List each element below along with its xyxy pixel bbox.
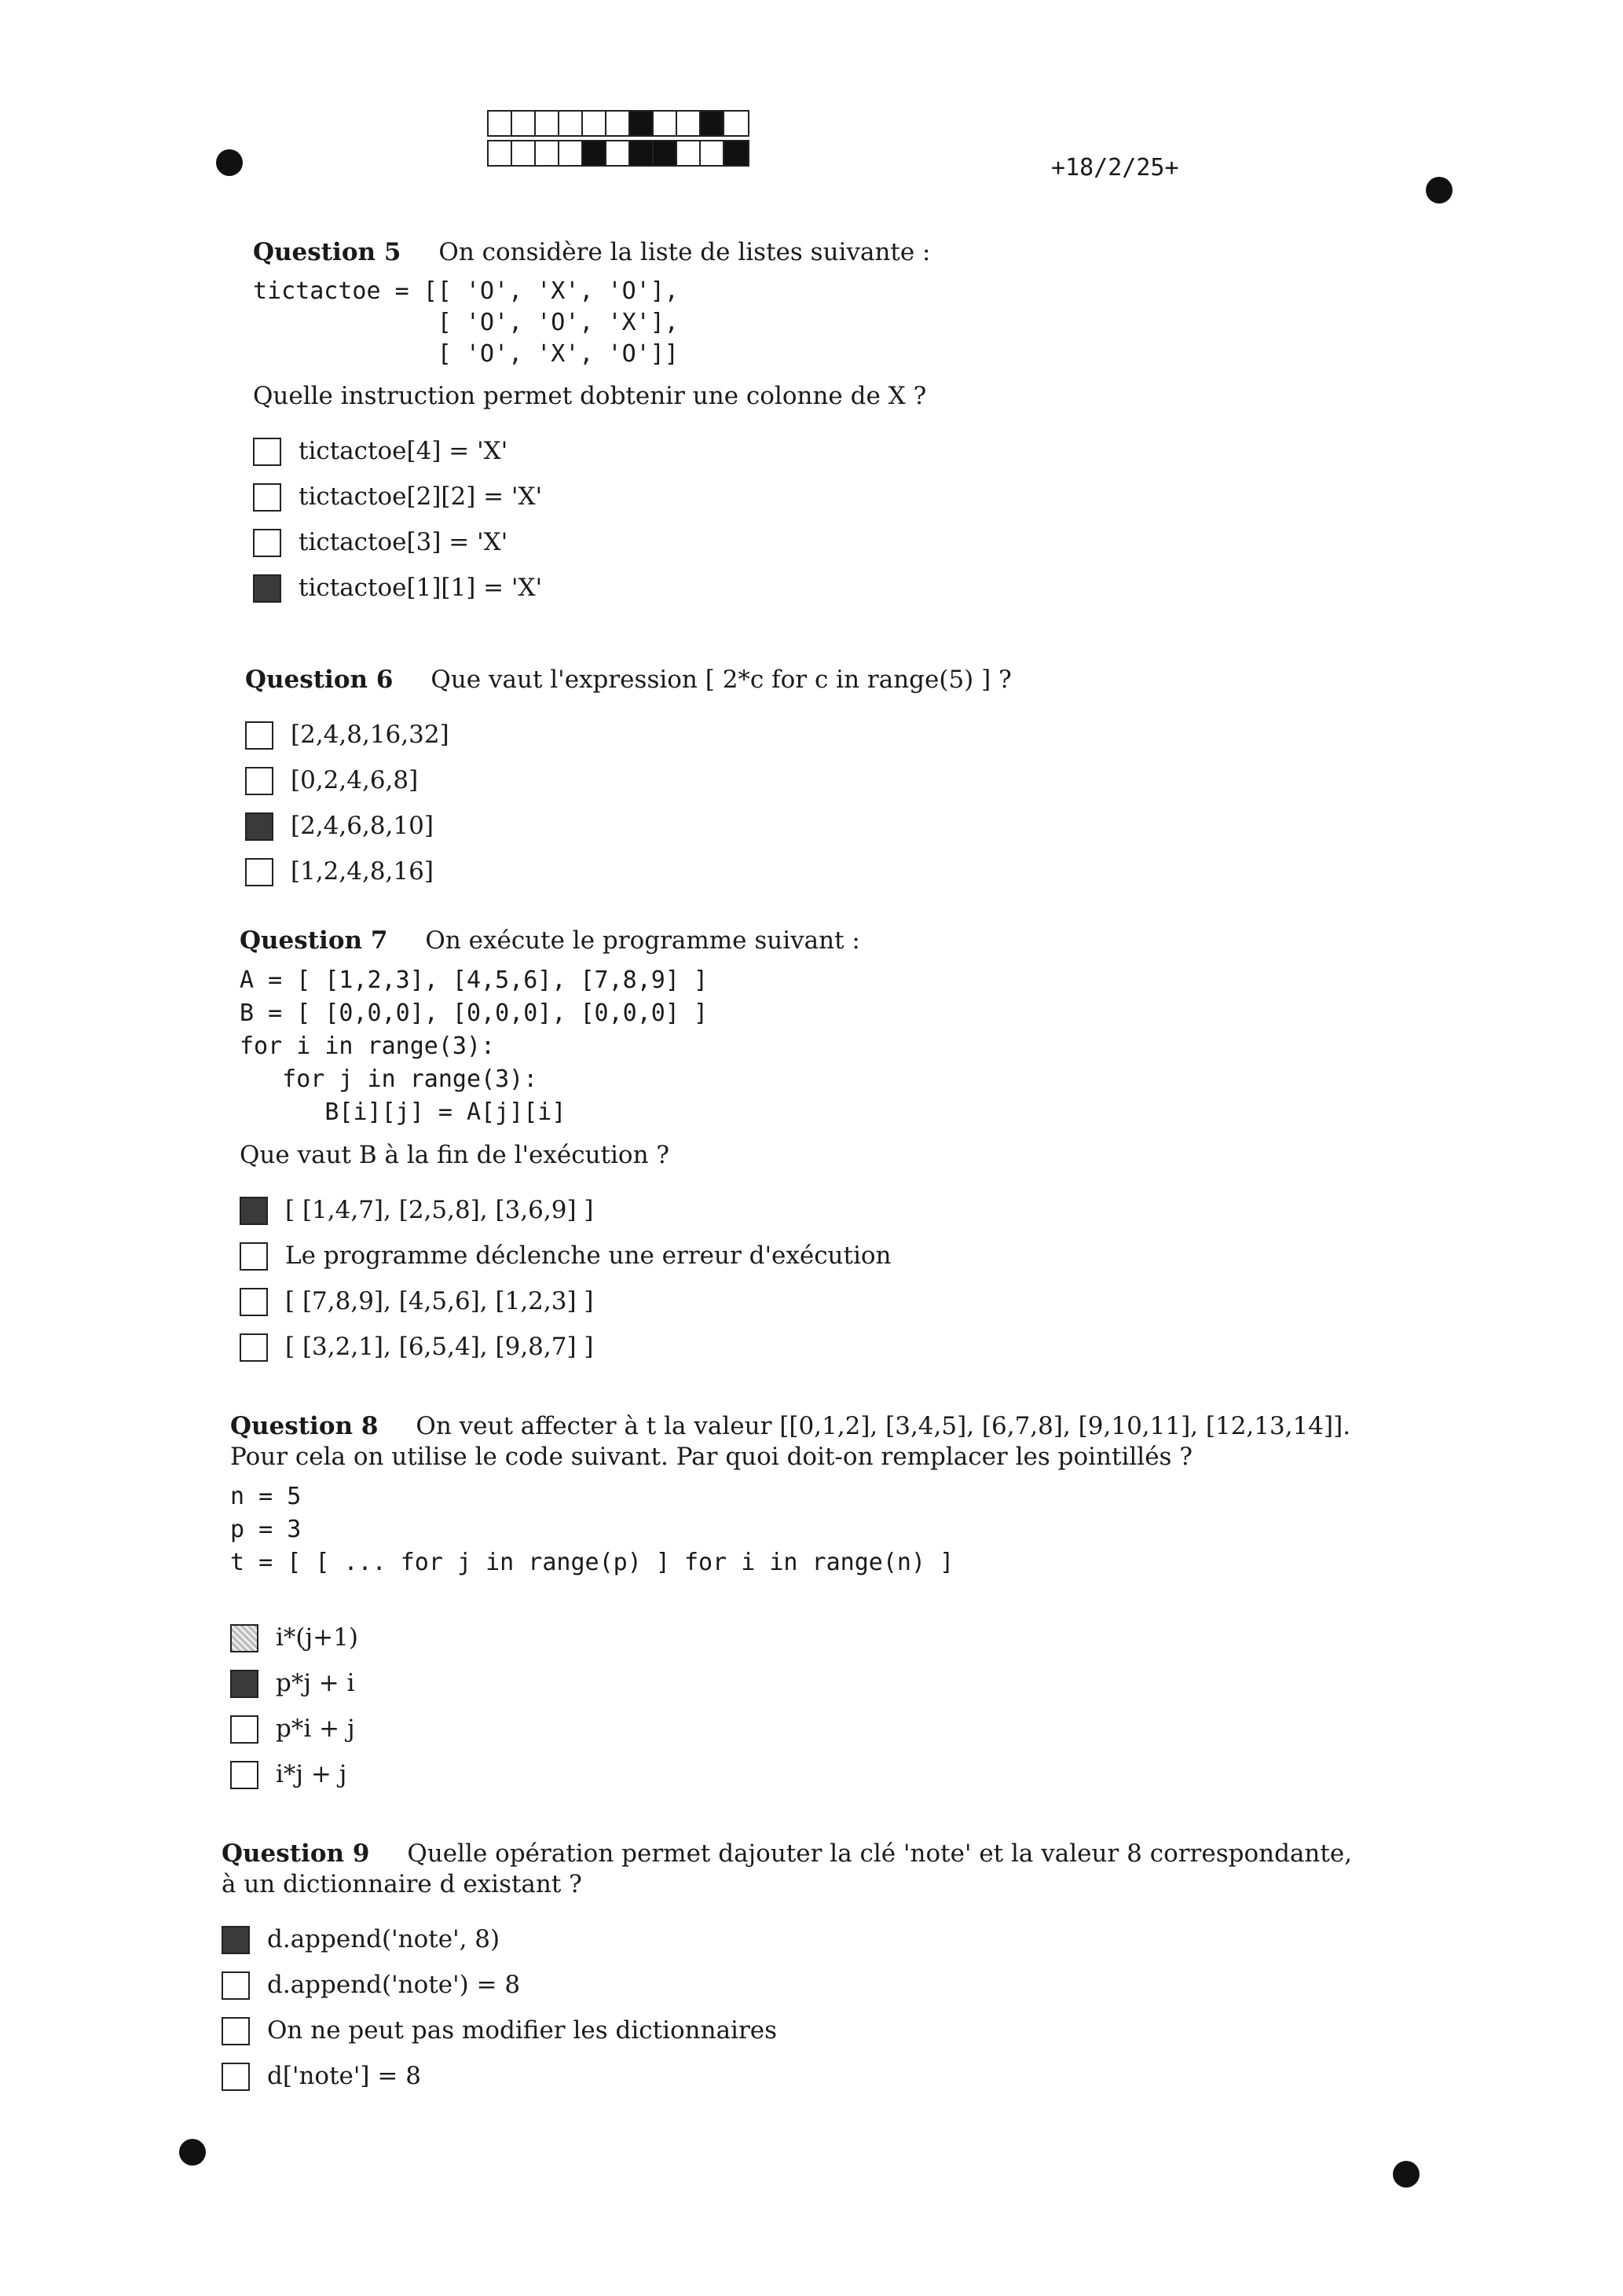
answer-option[interactable]	[222, 1917, 1368, 1963]
question-label: Question 7	[240, 926, 388, 955]
answer-text: [2,4,6,8,10]	[291, 812, 434, 841]
id-barcode-row-2	[487, 140, 749, 167]
answer-text: [1,2,4,8,16]	[291, 857, 434, 886]
barcode-cell	[559, 112, 583, 135]
answer-checkbox[interactable]	[222, 2017, 250, 2045]
answer-checkbox[interactable]	[230, 1670, 258, 1698]
answer-option[interactable]	[245, 804, 1392, 849]
answer-option[interactable]	[253, 429, 1400, 475]
registration-mark-bottom-left	[179, 2139, 206, 2166]
question-text: Quelle opération permet dajouter la clé 'note' et la valeur 8 correspondante, à un dictionnaire d existant ?	[222, 1839, 1353, 1898]
code-block: tictactoe = [[ 'O', 'X', 'O'], [ 'O', 'O', 'X'], [ 'O', 'X', 'O']]	[253, 277, 679, 368]
barcode-cell	[583, 141, 606, 165]
answer-text: p*j + i	[276, 1669, 355, 1698]
question-5	[253, 237, 1400, 611]
answer-text: [ [1,4,7], [2,5,8], [3,6,9] ]	[285, 1196, 594, 1225]
question-label: Question 5	[253, 238, 401, 266]
barcode-cell	[630, 141, 654, 165]
answer-list	[245, 713, 1392, 895]
answer-text: Le programme déclenche une erreur d'exécution	[285, 1242, 892, 1271]
registration-mark-bottom-right	[1393, 2161, 1420, 2188]
answer-checkbox[interactable]	[240, 1197, 268, 1225]
question-label: Question 8	[230, 1412, 379, 1440]
question-8	[230, 1411, 1377, 1798]
question-9	[222, 1839, 1368, 2100]
answer-option[interactable]	[222, 2008, 1368, 2054]
answer-checkbox[interactable]	[253, 483, 281, 512]
answer-option[interactable]	[230, 1707, 1377, 1752]
barcode-cell	[559, 141, 583, 165]
barcode-cell	[512, 112, 536, 135]
answer-text: d['note'] = 8	[267, 2062, 421, 2091]
answer-text: p*i + j	[276, 1715, 355, 1744]
answer-text: d.append('note') = 8	[267, 1971, 521, 2000]
question-prompt: Quelle instruction permet dobtenir une colonne de X ?	[253, 381, 927, 410]
barcode-cell	[677, 141, 701, 165]
answer-checkbox[interactable]	[222, 1971, 250, 2000]
answer-text: [2,4,8,16,32]	[291, 721, 449, 750]
answer-checkbox[interactable]	[230, 1761, 258, 1789]
answer-text: [ [3,2,1], [6,5,4], [9,8,7] ]	[285, 1333, 594, 1362]
answer-text: tictactoe[4] = 'X'	[299, 437, 508, 466]
answer-checkbox[interactable]	[230, 1715, 258, 1744]
answer-list	[240, 1188, 1387, 1370]
barcode-cell	[724, 112, 748, 135]
barcode-cell	[630, 112, 654, 135]
barcode-cell	[654, 112, 677, 135]
barcode-cell	[536, 141, 559, 165]
answer-text: tictactoe[3] = 'X'	[299, 528, 508, 557]
question-text: On veut affecter à t la valeur [[0,1,2], [3,4,5], [6,7,8], [9,10,11], [12,13,14]]. Pour cela on utilise le code suivant. Par quoi doit-on remplacer les pointillés ?	[230, 1412, 1351, 1471]
answer-option[interactable]	[240, 1234, 1387, 1279]
answer-text: tictactoe[1][1] = 'X'	[299, 574, 543, 603]
answer-checkbox[interactable]	[240, 1333, 268, 1362]
answer-option[interactable]	[222, 2054, 1368, 2100]
answer-text: [ [7,8,9], [4,5,6], [1,2,3] ]	[285, 1287, 594, 1316]
question-text: Que vaut l'expression [ 2*c for c in range(5) ] ?	[430, 666, 1012, 694]
id-barcode-row-1	[487, 110, 749, 137]
answer-option[interactable]	[240, 1279, 1387, 1325]
answer-text: [0,2,4,6,8]	[291, 766, 419, 795]
question-text: On exécute le programme suivant :	[425, 926, 860, 955]
registration-mark-top-left	[216, 149, 243, 176]
answer-checkbox[interactable]	[245, 721, 273, 750]
answer-checkbox[interactable]	[245, 767, 273, 795]
barcode-cell	[701, 141, 724, 165]
answer-text: tictactoe[2][2] = 'X'	[299, 482, 543, 512]
barcode-cell	[536, 112, 559, 135]
answer-checkbox[interactable]	[253, 574, 281, 603]
code-block: A = [ [1,2,3], [4,5,6], [7,8,9] ] B = [ [0,0,0], [0,0,0], [0,0,0] ] for i in range(3): for j in range(3): B[i][j] = A[j][i]	[240, 966, 709, 1126]
barcode-cell	[606, 112, 630, 135]
question-label: Question 6	[245, 666, 394, 694]
answer-checkbox[interactable]	[240, 1242, 268, 1271]
answer-option[interactable]	[230, 1616, 1377, 1661]
answer-option[interactable]	[230, 1752, 1377, 1798]
answer-list	[253, 429, 1400, 611]
question-7	[240, 926, 1387, 1370]
answer-text: On ne peut pas modifier les dictionnaires	[267, 2016, 778, 2045]
code-block: n = 5 p = 3 t = [ [ ... for j in range(p) ] for i in range(n) ]	[230, 1482, 954, 1576]
page-identifier: +18/2/25+	[1051, 154, 1179, 182]
answer-option[interactable]	[245, 758, 1392, 804]
barcode-cell	[583, 112, 606, 135]
answer-option[interactable]	[240, 1325, 1387, 1370]
barcode-cell	[701, 112, 724, 135]
answer-list	[222, 1917, 1368, 2100]
barcode-cell	[489, 112, 512, 135]
answer-checkbox[interactable]	[240, 1288, 268, 1316]
answer-checkbox[interactable]	[253, 438, 281, 466]
barcode-cell	[489, 141, 512, 165]
answer-checkbox[interactable]	[253, 529, 281, 557]
barcode-cell	[606, 141, 630, 165]
question-6	[245, 665, 1392, 895]
barcode-cell	[654, 141, 677, 165]
registration-mark-top-right	[1426, 177, 1453, 204]
question-prompt: Que vaut B à la fin de l'exécution ?	[240, 1140, 670, 1169]
answer-option[interactable]	[253, 566, 1400, 611]
answer-option[interactable]	[245, 849, 1392, 895]
question-text: On considère la liste de listes suivante :	[438, 238, 931, 266]
answer-checkbox[interactable]	[222, 2063, 250, 2091]
answer-list	[230, 1616, 1377, 1798]
answer-text: d.append('note', 8)	[267, 1925, 500, 1954]
answer-option[interactable]	[253, 475, 1400, 520]
answer-option[interactable]	[253, 520, 1400, 566]
barcode-cell	[724, 141, 748, 165]
question-label: Question 9	[222, 1839, 370, 1868]
answer-checkbox[interactable]	[245, 812, 273, 841]
answer-option[interactable]	[230, 1661, 1377, 1707]
barcode-cell	[677, 112, 701, 135]
barcode-cell	[512, 141, 536, 165]
answer-option[interactable]	[245, 713, 1392, 758]
answer-text: i*(j+1)	[276, 1623, 358, 1652]
answer-checkbox[interactable]	[230, 1624, 258, 1652]
answer-option[interactable]	[240, 1188, 1387, 1234]
answer-text: i*j + j	[276, 1760, 347, 1789]
answer-option[interactable]	[222, 1963, 1368, 2008]
answer-checkbox[interactable]	[222, 1926, 250, 1954]
answer-checkbox[interactable]	[245, 858, 273, 886]
